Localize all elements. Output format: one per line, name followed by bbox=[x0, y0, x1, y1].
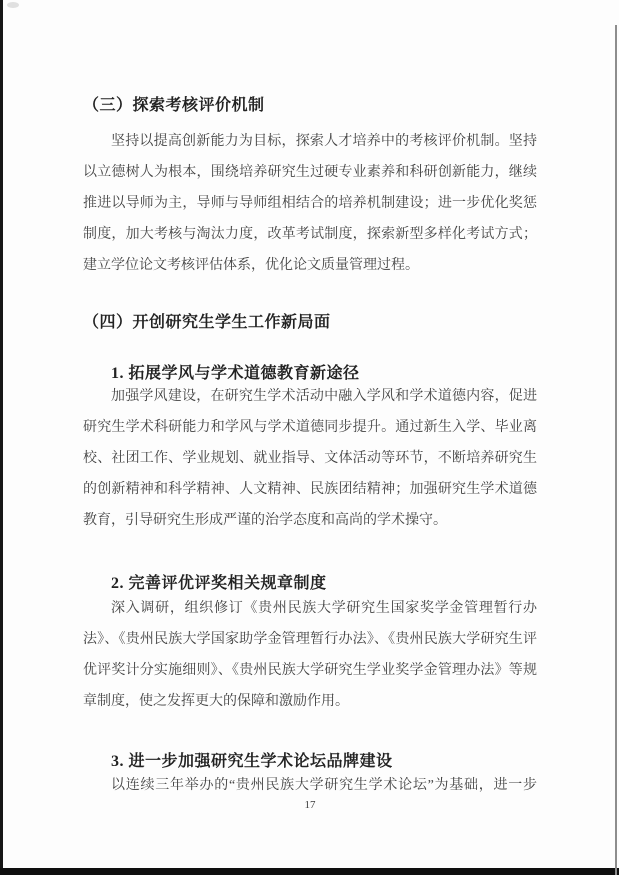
scan-right-edge-line bbox=[615, 25, 617, 875]
page-number: 17 bbox=[304, 799, 316, 811]
section-heading-four: （四）开创研究生学生工作新局面 bbox=[83, 314, 331, 332]
section-heading-three: （三）探索考核评价机制 bbox=[83, 97, 265, 115]
subheading-study-ethics: 1. 拓展学风与学术道德教育新途径 bbox=[111, 365, 360, 382]
paragraph-awards-rules: 深入调研，组织修订《贵州民族大学研究生国家奖学金管理暂行办法》、《贵州民族大学国家助学金管理暂行办法》、《贵州民族大学研究生评优评奖计分实施细则》、《贵州民族大学研究生学业奖学金管理办法》等规章制度，使之发挥更大的保障和激励作用。 bbox=[83, 601, 537, 709]
scan-corner-smudge bbox=[7, 2, 19, 8]
paragraph-academic-forum: 以连续三年举办的“贵州民族大学研究生学术论坛”为基础，进一步 bbox=[111, 778, 537, 793]
subheading-academic-forum: 3. 进一步加强研究生学术论坛品牌建设 bbox=[111, 753, 393, 770]
paragraph-assessment-mechanism: 坚持以提高创新能力为目标，探索人才培养中的考核评价机制。坚持以立德树人为根本，围绕培养研究生过硬专业素养和科研创新能力，继续推进以导师为主，导师与导师组相结合的培养机制建设；进一步优化奖惩制度，加大考核与淘汰力度，改革考试制度，探索新型多样化考试方式；建立学位论文考核评估体系，优化论文质量管理过程。 bbox=[83, 134, 537, 273]
scan-bottom-edge-shadow bbox=[0, 868, 619, 875]
subheading-awards-rules: 2. 完善评优评奖相关规章制度 bbox=[111, 575, 327, 592]
scan-left-edge-shadow bbox=[0, 0, 3, 875]
paragraph-study-ethics: 加强学风建设，在研究生学术活动中融入学风和学术道德内容，促进研究生学术科研能力和学风与学术道德同步提升。通过新生入学、毕业离校、社团工作、学业规划、就业指导、文体活动等环节，不断培养研究生的创新精神和科学精神、人文精神、民族团结精神；加强研究生学术道德教育，引导研究生形成严谨的治学态度和高尚的学术操守。 bbox=[83, 389, 537, 528]
